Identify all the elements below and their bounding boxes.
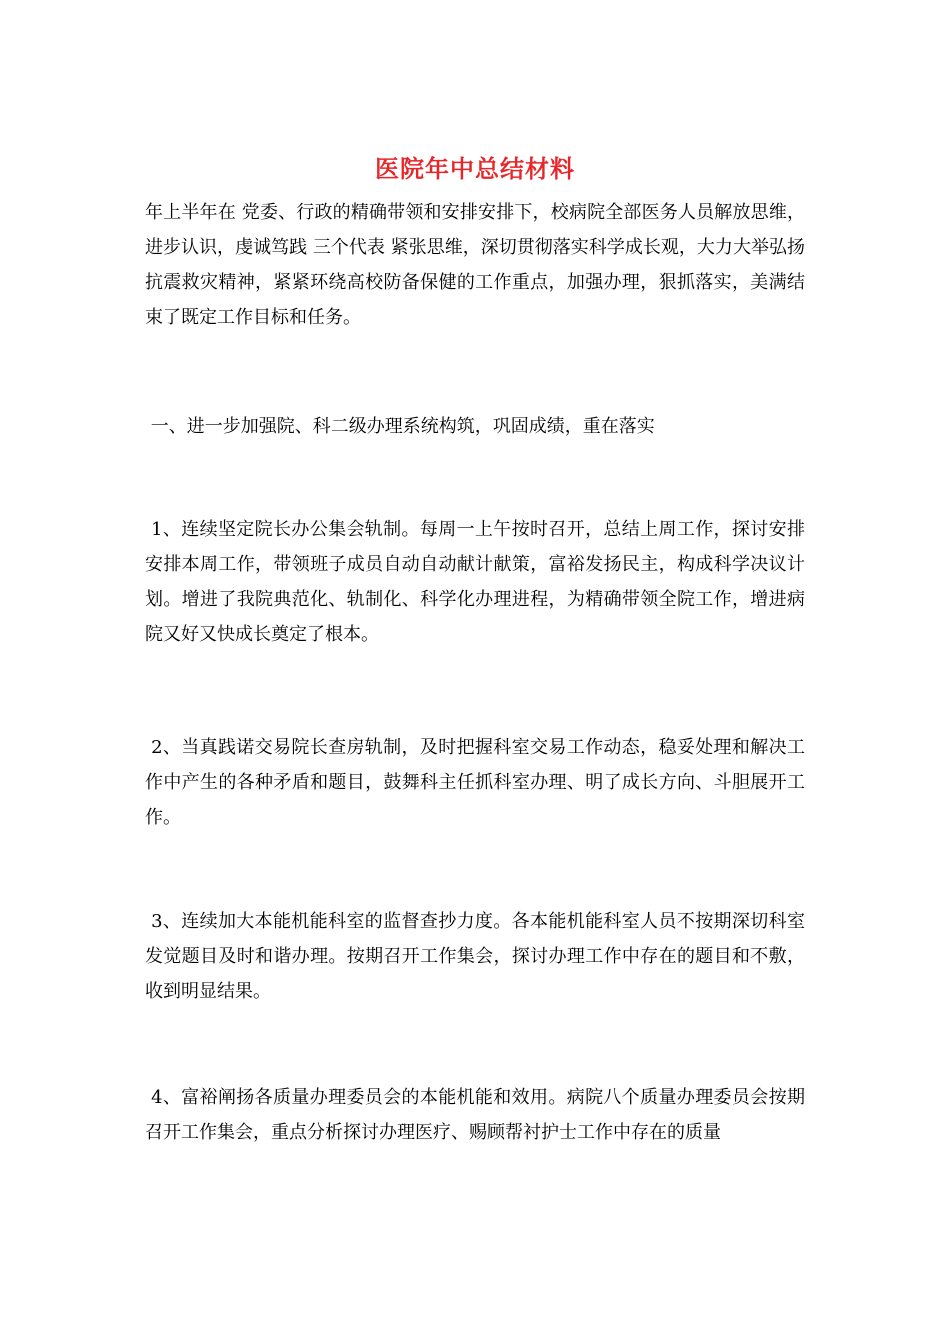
document-title: 医院年中总结材料: [375, 154, 575, 183]
list-item: 3、连续加大本能机能科室的监督查抄力度。各本能机能科室人员不按期深切科室发觉题目及时和谐办理。按期召开工作集会，探讨办理工作中存在的题目和不敷，收到明显结果。: [145, 911, 805, 1002]
list-item: 1、连续坚定院长办公集会轨制。每周一上午按时召开，总结上周工作，探讨安排安排本周工作，带领班子成员自动自动献计献策，富裕发扬民主，构成科学决议计划。增进了我院典范化、轨制化、科学化办理进程，为精确带领全院工作，增进病院又好又快成长奠定了根本。: [145, 519, 805, 645]
list-item: 2、当真践诺交易院长查房轨制，及时把握科室交易工作动态，稳妥处理和解决工作中产生的各种矛盾和题目，鼓舞科主任抓科室办理、明了成长方向、斗胆展开工作。: [145, 737, 805, 828]
list-item: 4、富裕阐扬各质量办理委员会的本能机能和效用。病院八个质量办理委员会按期召开工作集会，重点分析探讨办理医疗、赐顾帮衬护士工作中存在的质量: [145, 1087, 805, 1143]
section-heading: 一、进一步加强院、科二级办理系统构筑，巩固成绩，重在落实: [145, 416, 655, 437]
intro-paragraph: 年上半年在 党委、行政的精确带领和安排安排下，校病院全部医务人员解放思维，进步认识，虔诚笃践 三个代表 紧张思维，深切贯彻落实科学成长观，大力大举弘扬抗震救灾精神，紧紧环绕高校防备保健的工作重点，加强办理，狠抓落实，美满结束了既定工作目标和任务。: [145, 202, 805, 328]
